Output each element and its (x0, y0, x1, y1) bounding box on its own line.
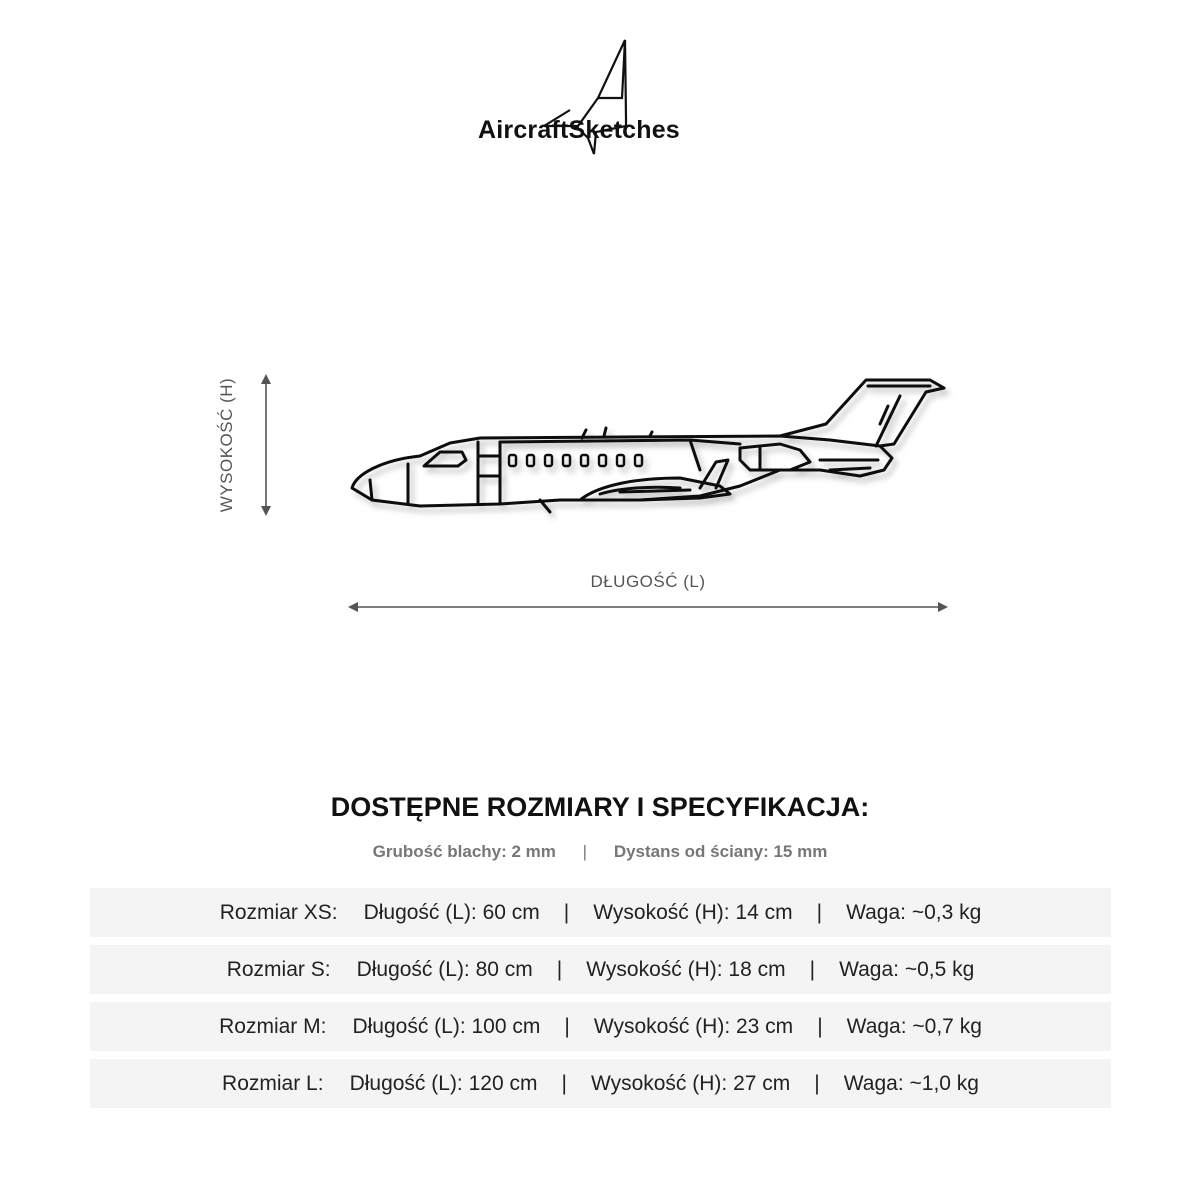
sheet-thickness: Grubość blachy: 2 mm (372, 842, 556, 861)
size-row-l (90, 1059, 1111, 1108)
size-weight: Waga: ~1,0 kg (843, 1071, 979, 1095)
size-length: Długość (L): 100 cm (352, 1014, 541, 1038)
size-weight: Waga: ~0,3 kg (846, 900, 982, 924)
size-length: Długość (L): 120 cm (349, 1071, 538, 1095)
size-weight: Waga: ~0,5 kg (839, 957, 975, 981)
brand-name: AircraftSketches (478, 116, 680, 144)
size-name: Rozmiar L: (222, 1071, 324, 1095)
size-table (90, 888, 1111, 1116)
length-arrow (348, 602, 948, 612)
separator: | (814, 1071, 820, 1095)
size-row-xs (90, 888, 1111, 937)
size-height: Wysokość (H): 27 cm (590, 1071, 791, 1095)
specs-subtitle (0, 842, 1200, 862)
separator: | (809, 957, 816, 981)
separator: | (556, 957, 563, 981)
size-length: Długość (L): 60 cm (363, 900, 540, 924)
height-label: WYSOKOŚĆ (H) (217, 377, 236, 513)
separator: | (817, 1014, 823, 1038)
separator: | (563, 900, 570, 924)
height-arrow (261, 374, 271, 516)
separator: | (564, 1014, 570, 1038)
separator: | (561, 1071, 567, 1095)
separator: | (582, 842, 588, 861)
wall-distance: Dystans od ściany: 15 mm (613, 842, 828, 861)
size-height: Wysokość (H): 14 cm (593, 900, 793, 924)
size-row-m (90, 1002, 1111, 1051)
size-height: Wysokość (H): 18 cm (586, 957, 786, 981)
length-label: DŁUGOŚĆ (L) (590, 572, 706, 591)
separator: | (816, 900, 823, 924)
size-name: Rozmiar XS: (219, 900, 338, 924)
specs-title: DOSTĘPNE ROZMIARY I SPECYFIKACJA: (330, 792, 870, 822)
size-weight: Waga: ~0,7 kg (846, 1014, 982, 1038)
size-row-s (90, 945, 1111, 994)
business-jet-silhouette-icon (352, 380, 944, 512)
size-name: Rozmiar S: (226, 957, 331, 981)
size-height: Wysokość (H): 23 cm (593, 1014, 794, 1038)
size-length: Długość (L): 80 cm (356, 957, 533, 981)
size-name: Rozmiar M: (219, 1014, 327, 1038)
